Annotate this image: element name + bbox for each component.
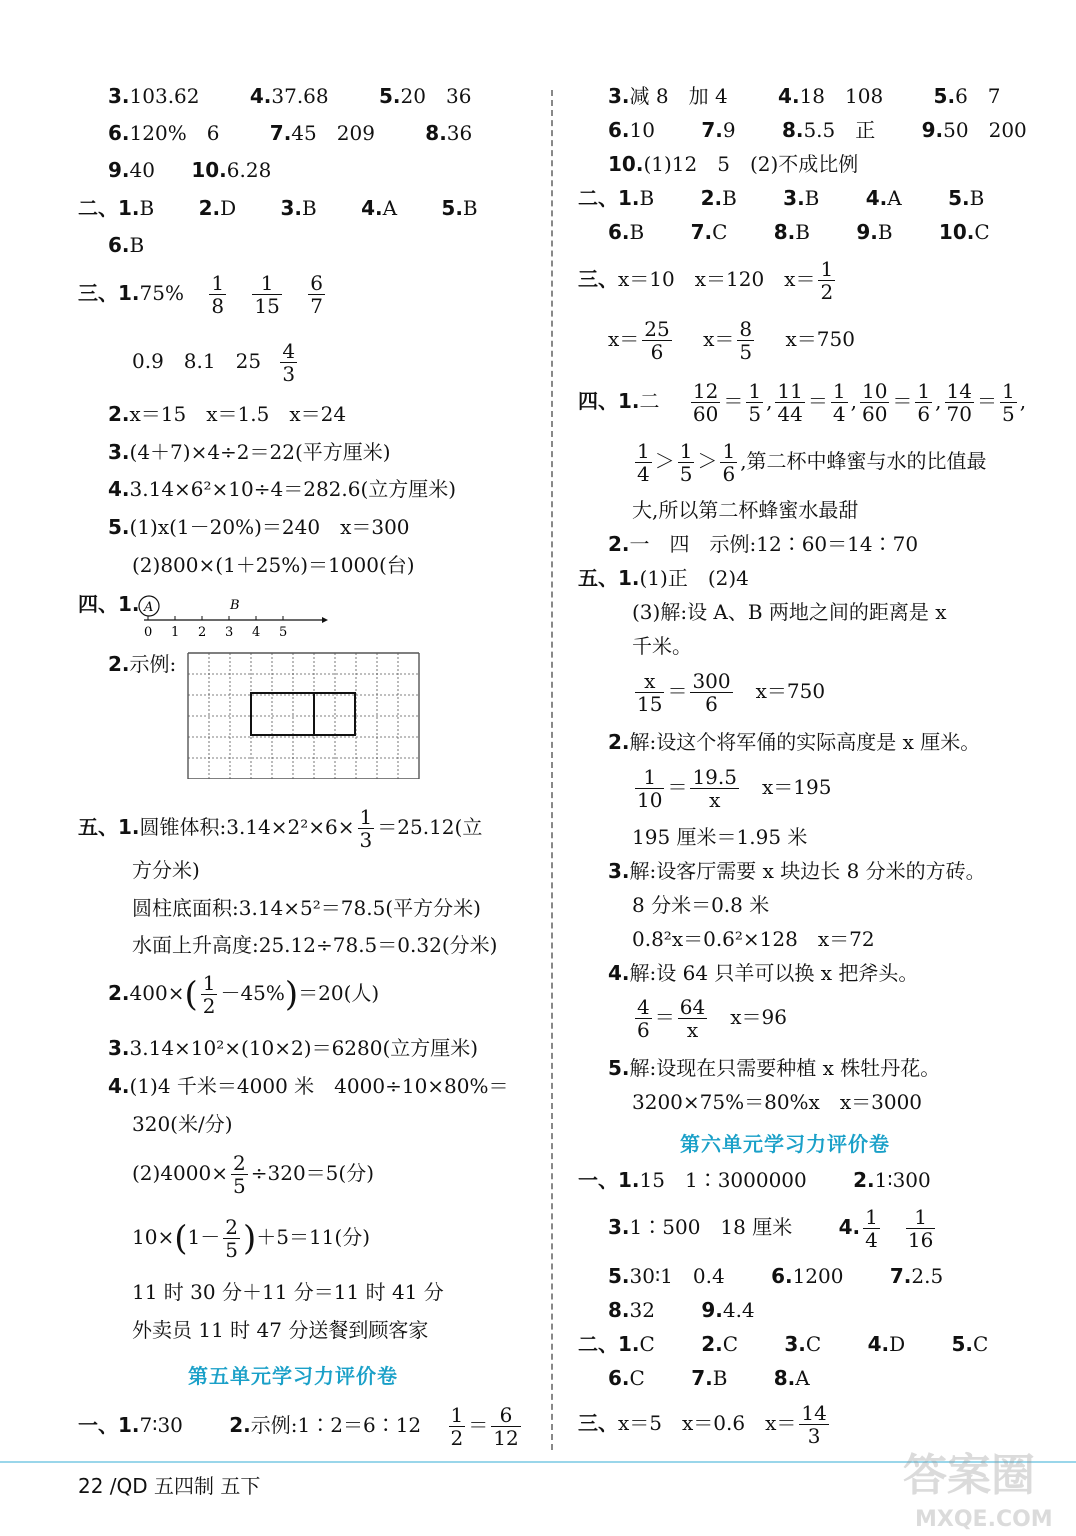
answer-line: (2)4000× $\frac{2}{5}$ ÷320＝5(分) [132, 1151, 374, 1198]
answer-line: 3.解:设客厅需要 x 块边长 8 分米的方砖。 [608, 859, 986, 883]
answer-line: 3.103.62 4.37.68 5.20 36 [108, 84, 472, 108]
number-line-tick-label: 0 [144, 625, 153, 640]
answer-line: 11 时 30 分＋11 分＝11 时 41 分 [132, 1280, 444, 1304]
answer-line: $\frac{1}{4}$ ＞ $\frac{1}{5}$ ＞ $\frac{1}{6}$ ,第二杯中蜂蜜与水的比值最 [637, 439, 987, 486]
number-line-diagram [134, 592, 330, 640]
section-4-q1: 四、1. [78, 592, 140, 616]
section-2-answers: 二、1.B 2.D 3.B 4.A 5.B [78, 196, 478, 220]
svg-text:答案圈: 答案圈 [903, 1450, 1035, 1501]
page-footer: 22 /QD 五四制 五下 [78, 1474, 261, 1498]
answer-line: 8.32 9.4.4 [608, 1298, 755, 1322]
answer-line: 大,所以第二杯蜂蜜水最甜 [632, 498, 859, 522]
answer-line: (2)800×(1＋25%)＝1000(台) [132, 553, 415, 577]
answer-line: 方分米) [132, 858, 200, 882]
answer-line: $\frac{x}{15}$ ＝ $\frac{300}{6}$ x＝750 [637, 669, 826, 716]
unit-5-title: 第五单元学习力评价卷 [188, 1364, 398, 1388]
answer-line: 水面上升高度:25.12÷78.5＝0.32(分米) [132, 933, 498, 957]
unit-6-section-2: 二、1.C 2.C 3.C 4.D 5.C [578, 1332, 989, 1356]
answer-line: 3.1∶500 18 厘米 4. $\frac{1}{4}$ $\frac{1}{16}$ [608, 1205, 934, 1252]
answer-line: 10×(1－ $\frac{2}{5}$ )＋5＝11(分) [132, 1215, 370, 1262]
answer-line: 圆柱底面积:3.14×5²＝78.5(平方分米) [132, 896, 481, 920]
section-2-answers: 二、1.B 2.B 3.B 4.A 5.B [578, 186, 985, 210]
answer-line: 6.C 7.B 8.A [608, 1366, 810, 1390]
answer-line: 3.减 8 加 4 4.18 108 5.6 7 [608, 84, 1001, 108]
answer-line: 5.(1)x(1－20%)＝240 x＝300 [108, 515, 410, 539]
answer-line: 2.示例: [108, 652, 177, 676]
section-3-q1: 三、1.75% $\frac{1}{8}$ $\frac{1}{15}$ $\frac{6}{7}$ [78, 271, 323, 318]
answer-line: 2.解:设这个将军俑的实际高度是 x 厘米。 [608, 730, 981, 754]
column-divider [551, 90, 553, 1450]
number-line-tick-label: 2 [198, 625, 207, 640]
answer-line: 320(米/分) [132, 1112, 233, 1136]
answer-line: 6.120% 6 7.45 209 8.36 [108, 121, 473, 145]
unit-6-title: 第六单元学习力评价卷 [680, 1132, 890, 1156]
answer-line: 9.40 10.6.28 [108, 158, 272, 182]
answer-line: 2.一 四 示例:12∶60＝14∶70 [608, 532, 919, 556]
answer-line: 10.(1)12 5 (2)不成比例 [608, 152, 859, 176]
rectangle-shape [251, 693, 355, 735]
answer-line: 0.8²x＝0.6²×128 x＝72 [632, 927, 875, 951]
answer-line: 5.解:设现在只需要种植 x 株牡丹花。 [608, 1056, 941, 1080]
answer-line: 3.3.14×10²×(10×2)＝6280(立方厘米) [108, 1036, 479, 1060]
answer-line: 5.30∶1 0.4 6.1200 7.2.5 [608, 1264, 944, 1288]
answer-line: 外卖员 11 时 47 分送餐到顾客家 [132, 1318, 429, 1342]
answer-line: 0.9 8.1 25 $\frac{4}{3}$ [132, 339, 296, 386]
number-line-tick-label: 5 [279, 625, 288, 640]
answer-line: (3)解:设 A、B 两地之间的距离是 x [632, 600, 947, 624]
answer-line: 195 厘米＝1.95 米 [632, 825, 808, 849]
grid-example-drawing [186, 651, 420, 779]
answer-line: 千米。 [632, 634, 692, 658]
unit-6-section-3: 三、x＝5 x＝0.6 x＝ $\frac{14}{3}$ [578, 1401, 827, 1448]
watermark-logo [895, 1440, 1065, 1535]
answer-line: 6.B [108, 233, 145, 257]
section-3-answers: 三、x＝10 x＝120 x＝ $\frac{1}{2}$ [578, 257, 834, 304]
answer-line: 6.B 7.C 8.B 9.B 10.C [608, 220, 990, 244]
answer-line: 6.10 7.9 8.5.5 正 9.50 200 [608, 118, 1027, 142]
answer-line: 3.(4＋7)×4÷2＝22(平方厘米) [108, 440, 391, 464]
number-line-tick-label: 3 [225, 625, 234, 640]
point-b-label: B [230, 598, 240, 613]
unit-5-section-1: 一、1.7∶30 2.示例:1∶2＝6∶12 $\frac{1}{2}$ ＝ $\frac{6}{12}$ [78, 1403, 519, 1450]
number-line-tick-label: 4 [252, 625, 261, 640]
number-line-tick-label: 1 [171, 625, 180, 640]
answer-line: $\frac{4}{6}$ ＝ $\frac{64}{x}$ x＝96 [637, 995, 787, 1042]
answer-line: 2.x＝15 x＝1.5 x＝24 [108, 402, 347, 426]
answer-line: 4.3.14×6²×10÷4＝282.6(立方厘米) [108, 477, 457, 501]
answer-line: $\frac{1}{10}$ ＝ $\frac{19.5}{x}$ x＝195 [637, 765, 832, 812]
section-5-q1: 五、1.圆锥体积:3.14×2²×6× $\frac{1}{3}$ ＝25.12(立 [78, 805, 483, 852]
answer-line: 8 分米＝0.8 米 [632, 893, 770, 917]
answer-line: x＝ $\frac{25}{6}$ x＝ $\frac{8}{5}$ x＝750 [608, 317, 855, 364]
answer-line: 4.(1)4 千米＝4000 米 4000÷10×80%＝ [108, 1074, 509, 1098]
unit-6-section-1: 一、1.15 1∶3000000 2.1∶300 [578, 1168, 931, 1192]
section-4-q1: 四、1.二 $\frac{12}{60}$ ＝ $\frac{1}{5}$ , $\frac{11}{44}$ ＝ $\frac{1}{4}$ , $\frac{10}{60}$ ＝ $\frac{1}{6}$ , $\frac{14}{70}$ ＝ $\frac{1}{5}$ , [578, 379, 1027, 426]
answer-line: 3200×75%＝80%x x＝3000 [632, 1090, 923, 1114]
section-5-q1: 五、1.(1)正 (2)4 [578, 566, 749, 590]
answer-line: 4.解:设 64 只羊可以换 x 把斧头。 [608, 961, 919, 985]
answer-line: 2.400×( $\frac{1}{2}$ －45%)＝20(人) [108, 971, 380, 1018]
point-a-label: A [144, 600, 154, 615]
svg-text:MXQE.COM: MXQE.COM [915, 1507, 1053, 1532]
